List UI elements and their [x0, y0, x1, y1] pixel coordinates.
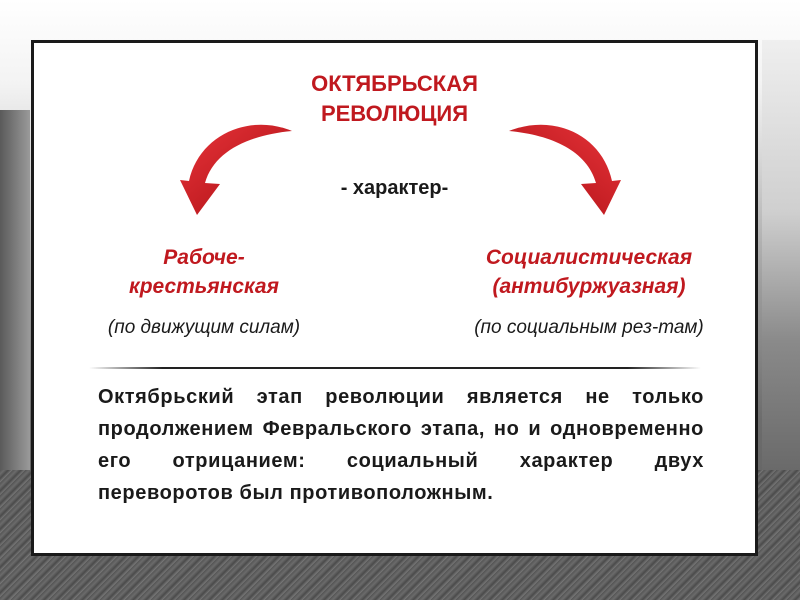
left-heading: [54, 243, 354, 301]
title-line-1: ОКТЯБРЬСКАЯ: [311, 71, 478, 96]
arrow-left-icon: [180, 125, 292, 215]
content-panel: [31, 40, 758, 556]
background-building: [0, 110, 30, 480]
left-heading-line-2: крестьянская: [129, 275, 279, 298]
arrow-right-icon: [509, 125, 621, 215]
right-subtitle: (по социальным рез-там): [474, 317, 704, 338]
divider-line: [89, 367, 701, 369]
left-heading-line-1: Рабоче-: [163, 246, 245, 269]
right-heading-line-2: (антибуржуазная): [492, 275, 686, 298]
title-line-2: РЕВОЛЮЦИЯ: [320, 101, 469, 126]
conclusion-paragraph: Октябрьский этап революции является не только продолжением Февральского этапа, но и одновременно его отрицанием: социальный характер двух переворотов был противоположным.: [98, 386, 704, 504]
background-smoke: [762, 40, 800, 470]
characteristic-label: - характер-: [340, 177, 449, 199]
right-heading-line-1: Социалистическая: [485, 246, 693, 269]
left-subtitle: (по движущим силам): [107, 317, 301, 338]
right-heading: [424, 243, 754, 301]
